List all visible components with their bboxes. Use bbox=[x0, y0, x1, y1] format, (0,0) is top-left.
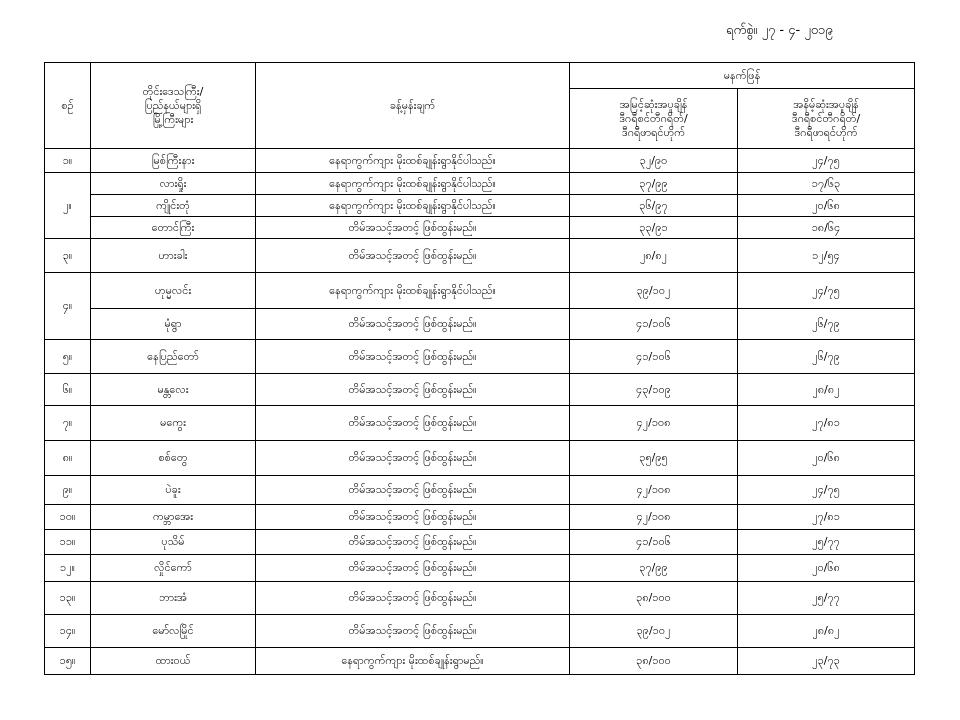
max-temp-cell: ၄၂/၁၀၈ bbox=[570, 476, 738, 505]
forecast-cell: တိမ်အသင့်အတင့် ဖြစ်ထွန်းမည်။ bbox=[256, 239, 570, 273]
header-max-temp bbox=[570, 89, 738, 149]
max-temp-cell: ၃၈/၁၀၀ bbox=[570, 582, 738, 615]
max-temp-cell: ၃၂/၉၀ bbox=[570, 149, 738, 173]
serial-no-cell: ၁၄။ bbox=[45, 615, 91, 648]
header-region-cities bbox=[91, 63, 256, 149]
min-temp-cell: ၁၈/၆၄ bbox=[738, 217, 915, 239]
table-row bbox=[45, 530, 915, 555]
table-row bbox=[45, 406, 915, 441]
serial-no-cell: ၆။ bbox=[45, 374, 91, 406]
forecast-cell: တိမ်အသင့်အတင့် ဖြစ်ထွန်းမည်။ bbox=[256, 406, 570, 441]
header-tomorrow: မနက်ဖြန် bbox=[570, 63, 915, 89]
min-temp-cell: ၂၀/၆၈ bbox=[738, 555, 915, 582]
city-cell: မုံရွာ bbox=[91, 309, 256, 340]
city-cell: နေပြည်တော် bbox=[91, 340, 256, 374]
serial-no-cell: ၂။ bbox=[45, 173, 91, 239]
city-cell: ပုသိမ် bbox=[91, 530, 256, 555]
forecast-cell: တိမ်အသင့်အတင့် ဖြစ်ထွန်းမည်။ bbox=[256, 217, 570, 239]
max-temp-cell: ၃၆/၉၇ bbox=[570, 195, 738, 217]
min-temp-cell: ၂၄/၇၅ bbox=[738, 149, 915, 173]
forecast-cell: နေရာကွက်ကျား မိုးထစ်ချုန်းရွာနိုင်ပါသည်။ bbox=[256, 273, 570, 309]
min-temp-cell: ၂၇/၈၁ bbox=[738, 406, 915, 441]
max-temp-cell: ၃၇/၉၉ bbox=[570, 555, 738, 582]
header-max-line-2: ဒီဂရီစင်တီဂရိတ်/ bbox=[619, 111, 688, 125]
serial-no-cell: ၁၂။ bbox=[45, 555, 91, 582]
city-cell: ကမ္ဘာအေး bbox=[91, 505, 256, 530]
forecast-cell: တိမ်အသင့်အတင့် ဖြစ်ထွန်းမည်။ bbox=[256, 615, 570, 648]
forecast-cell: တိမ်အသင့်အတင့် ဖြစ်ထွန်းမည်။ bbox=[256, 505, 570, 530]
header-serial-no: စဉ် bbox=[45, 63, 91, 149]
city-cell: ကျိုင်းတုံ bbox=[91, 195, 256, 217]
city-cell: မန္တလေး bbox=[91, 374, 256, 406]
city-cell: မြစ်ကြီးနား bbox=[91, 149, 256, 173]
city-cell: မကွေး bbox=[91, 406, 256, 441]
weather-forecast-table bbox=[44, 62, 915, 675]
city-cell: စစ်တွေ bbox=[91, 441, 256, 476]
min-temp-cell: ၂၅/၇၇ bbox=[738, 582, 915, 615]
serial-no-cell: ၁။ bbox=[45, 149, 91, 173]
table-row bbox=[45, 615, 915, 648]
serial-no-cell: ၇။ bbox=[45, 406, 91, 441]
min-temp-cell: ၂၀/၆၈ bbox=[738, 441, 915, 476]
max-temp-cell: ၃၇/၉၉ bbox=[570, 173, 738, 195]
forecast-cell: နေရာကွက်ကျား မိုးထစ်ချုန်းရွာမည်။ bbox=[256, 648, 570, 675]
serial-no-cell: ၁၀။ bbox=[45, 505, 91, 530]
forecast-cell: တိမ်အသင့်အတင့် ဖြစ်ထွန်းမည်။ bbox=[256, 476, 570, 505]
city-cell: ဘားအံ bbox=[91, 582, 256, 615]
serial-no-cell: ၃။ bbox=[45, 239, 91, 273]
table-row bbox=[45, 273, 915, 309]
forecast-cell: တိမ်အသင့်အတင့် ဖြစ်ထွန်းမည်။ bbox=[256, 441, 570, 476]
header-max-line-1: အမြင့်ဆုံးအပူချိန် bbox=[619, 97, 688, 111]
table-row bbox=[45, 195, 915, 217]
min-temp-cell: ၂၇/၈၁ bbox=[738, 505, 915, 530]
table-row bbox=[45, 217, 915, 239]
max-temp-cell: ၃၈/၁၀၀ bbox=[570, 648, 738, 675]
min-temp-cell: ၂၆/၇၉ bbox=[738, 340, 915, 374]
forecast-cell: တိမ်အသင့်အတင့် ဖြစ်ထွန်းမည်။ bbox=[256, 374, 570, 406]
city-cell: ပဲခူး bbox=[91, 476, 256, 505]
min-temp-cell: ၂၈/၈၂ bbox=[738, 615, 915, 648]
min-temp-cell: ၁၇/၆၃ bbox=[738, 173, 915, 195]
forecast-cell: တိမ်အသင့်အတင့် ဖြစ်ထွန်းမည်။ bbox=[256, 530, 570, 555]
serial-no-cell: ၈။ bbox=[45, 441, 91, 476]
max-temp-cell: ၃၉/၁၀၂ bbox=[570, 615, 738, 648]
header-min-line-2: ဒီဂရီစင်တီဂရိတ်/ bbox=[791, 111, 861, 125]
forecast-cell: နေရာကွက်ကျား မိုးထစ်ချုန်းရွာနိုင်ပါသည်။ bbox=[256, 195, 570, 217]
max-temp-cell: ၄၁/၁၀၆ bbox=[570, 530, 738, 555]
table-row bbox=[45, 648, 915, 675]
table-row bbox=[45, 149, 915, 173]
city-cell: တောင်ကြီး bbox=[91, 217, 256, 239]
table-row bbox=[45, 476, 915, 505]
min-temp-cell: ၂၅/၇၇ bbox=[738, 530, 915, 555]
min-temp-cell: ၁၂/၅၄ bbox=[738, 239, 915, 273]
table-row bbox=[45, 173, 915, 195]
header-region-line-3: မြို့ကြီးများ bbox=[152, 112, 194, 126]
serial-no-cell: ၉။ bbox=[45, 476, 91, 505]
max-temp-cell: ၄၁/၁၀၆ bbox=[570, 309, 738, 340]
header-region-line-1: တိုင်းဒေသကြီး/ bbox=[142, 84, 204, 98]
max-temp-cell: ၃၅/၉၅ bbox=[570, 441, 738, 476]
table-row bbox=[45, 309, 915, 340]
city-cell: ထားဝယ် bbox=[91, 648, 256, 675]
table-row bbox=[45, 441, 915, 476]
min-temp-cell: ၂၄/၇၅ bbox=[738, 273, 915, 309]
table-row bbox=[45, 374, 915, 406]
table-row bbox=[45, 555, 915, 582]
forecast-cell: တိမ်အသင့်အတင့် ဖြစ်ထွန်းမည်။ bbox=[256, 340, 570, 374]
header-min-line-1: အနိမ့်ဆုံးအပူချိန် bbox=[793, 97, 859, 111]
header-region-line-2: ပြည်နယ်များရှိ bbox=[144, 98, 202, 112]
city-cell: လားရှိုး bbox=[91, 173, 256, 195]
min-temp-cell: ၂၃/၇၃ bbox=[738, 648, 915, 675]
min-temp-cell: ၂၀/၆၈ bbox=[738, 195, 915, 217]
forecast-cell: နေရာကွက်ကျား မိုးထစ်ချုန်းရွာနိုင်ပါသည်။ bbox=[256, 149, 570, 173]
forecast-cell: တိမ်အသင့်အတင့် ဖြစ်ထွန်းမည်။ bbox=[256, 582, 570, 615]
city-cell: ဟားခါး bbox=[91, 239, 256, 273]
min-temp-cell: ၂၈/၈၂ bbox=[738, 374, 915, 406]
forecast-cell: နေရာကွက်ကျား မိုးထစ်ချုန်းရွာနိုင်ပါသည်။ bbox=[256, 173, 570, 195]
max-temp-cell: ၄၂/၁၀၈ bbox=[570, 505, 738, 530]
table-row bbox=[45, 239, 915, 273]
city-cell: ဟုမ္မလင်း bbox=[91, 273, 256, 309]
serial-no-cell: ၅။ bbox=[45, 340, 91, 374]
serial-no-cell: ၁၁။ bbox=[45, 530, 91, 555]
table-row bbox=[45, 582, 915, 615]
table-row bbox=[45, 340, 915, 374]
forecast-cell: တိမ်အသင့်အတင့် ဖြစ်ထွန်းမည်။ bbox=[256, 309, 570, 340]
min-temp-cell: ၂၄/၇၅ bbox=[738, 476, 915, 505]
max-temp-cell: ၄၃/၁၀၉ bbox=[570, 374, 738, 406]
city-cell: မော်လမြိုင် bbox=[91, 615, 256, 648]
max-temp-cell: ၄၂/၁၀၈ bbox=[570, 406, 738, 441]
header-min-line-3: ဒီဂရီဖာရင်ဟိုက် bbox=[794, 125, 858, 139]
header-min-temp bbox=[738, 89, 915, 149]
min-temp-cell: ၂၆/၇၉ bbox=[738, 309, 915, 340]
max-temp-cell: ၂၈/၈၂ bbox=[570, 239, 738, 273]
header-forecast: ခန့်မှန်းချက် bbox=[256, 63, 570, 149]
forecast-cell: တိမ်အသင့်အတင့် ဖြစ်ထွန်းမည်။ bbox=[256, 555, 570, 582]
serial-no-cell: ၁၃။ bbox=[45, 582, 91, 615]
max-temp-cell: ၃၉/၁၀၂ bbox=[570, 273, 738, 309]
max-temp-cell: ၃၃/၉၁ bbox=[570, 217, 738, 239]
header-max-line-3: ဒီဂရီဖာရင်ဟိုက် bbox=[621, 125, 686, 139]
city-cell: လှိုင်ကော် bbox=[91, 555, 256, 582]
table-body bbox=[45, 149, 915, 675]
max-temp-cell: ၄၁/၁၀၆ bbox=[570, 340, 738, 374]
serial-no-cell: ၁၅။ bbox=[45, 648, 91, 675]
report-date: ရက်စွဲ။ ၂၇ - ၄- ၂၀၁၉ bbox=[726, 23, 833, 38]
table-row bbox=[45, 505, 915, 530]
serial-no-cell: ၄။ bbox=[45, 273, 91, 340]
